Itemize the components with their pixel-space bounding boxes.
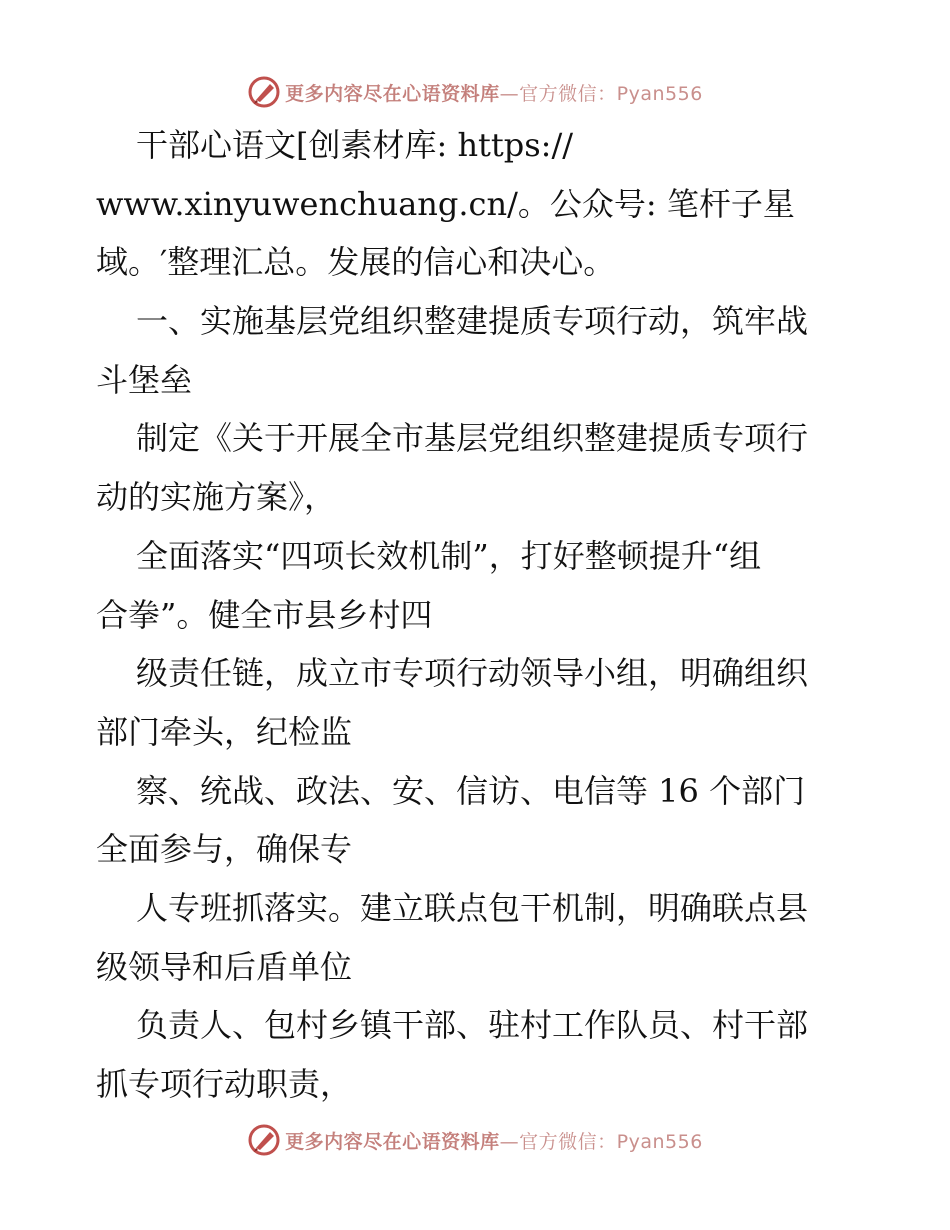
pen-logo-icon bbox=[247, 1123, 281, 1157]
text-line: 察、统战、政法、安、信访、电信等 16 个部门 bbox=[136, 771, 806, 810]
text-line: 负责人、包村乡镇干部、驻村工作队员、村干部 bbox=[136, 1006, 809, 1045]
section-heading-cont: 斗堡垒 bbox=[96, 360, 193, 399]
header-watermark bbox=[0, 72, 950, 112]
text-line: www.xinyuwenchuang.cn/。公众号: 笔杆子星 bbox=[96, 184, 795, 223]
watermark-main-text: 更多内容尽在心语资料库 bbox=[285, 1130, 500, 1153]
text-line: 全面参与，确保专 bbox=[96, 830, 353, 869]
watermark-text bbox=[285, 1127, 703, 1154]
text-line: 合拳”。健全市县乡村四 bbox=[96, 595, 433, 634]
pen-logo-icon bbox=[247, 75, 281, 109]
text-line: 动的实施方案》， bbox=[96, 478, 337, 517]
watermark-main-text: 更多内容尽在心语资料库 bbox=[285, 82, 500, 105]
text-line: 部门牵头，纪检监 bbox=[96, 712, 353, 751]
footer-watermark bbox=[0, 1120, 950, 1160]
text-line: 干部心语文[创素材库: https:// bbox=[136, 126, 574, 164]
text-line: 全面落实“四项长效机制”，打好整顿提升“组 bbox=[136, 536, 762, 575]
section-heading: 一、实施基层党组织整建提质专项行动，筑牢战 bbox=[136, 302, 809, 341]
text-line: 域。′整理汇总。发展的信心和决心。 bbox=[96, 243, 616, 282]
text-line: 抓专项行动职责， bbox=[96, 1065, 353, 1103]
watermark-text bbox=[285, 79, 703, 106]
text-line: 制定《关于开展全市基层党组织整建提质专项行 bbox=[136, 419, 809, 458]
watermark-rest-text: —官方微信：Pyan556 bbox=[499, 82, 703, 105]
watermark-rest-text: —官方微信：Pyan556 bbox=[499, 1130, 703, 1153]
text-line: 人专班抓落实。建立联点包干机制，明确联点县 bbox=[136, 888, 809, 927]
text-line: 级领导和后盾单位 bbox=[96, 947, 353, 986]
document-body bbox=[96, 116, 856, 1114]
text-line: 级责任链，成立市专项行动领导小组，明确组织 bbox=[136, 654, 809, 693]
